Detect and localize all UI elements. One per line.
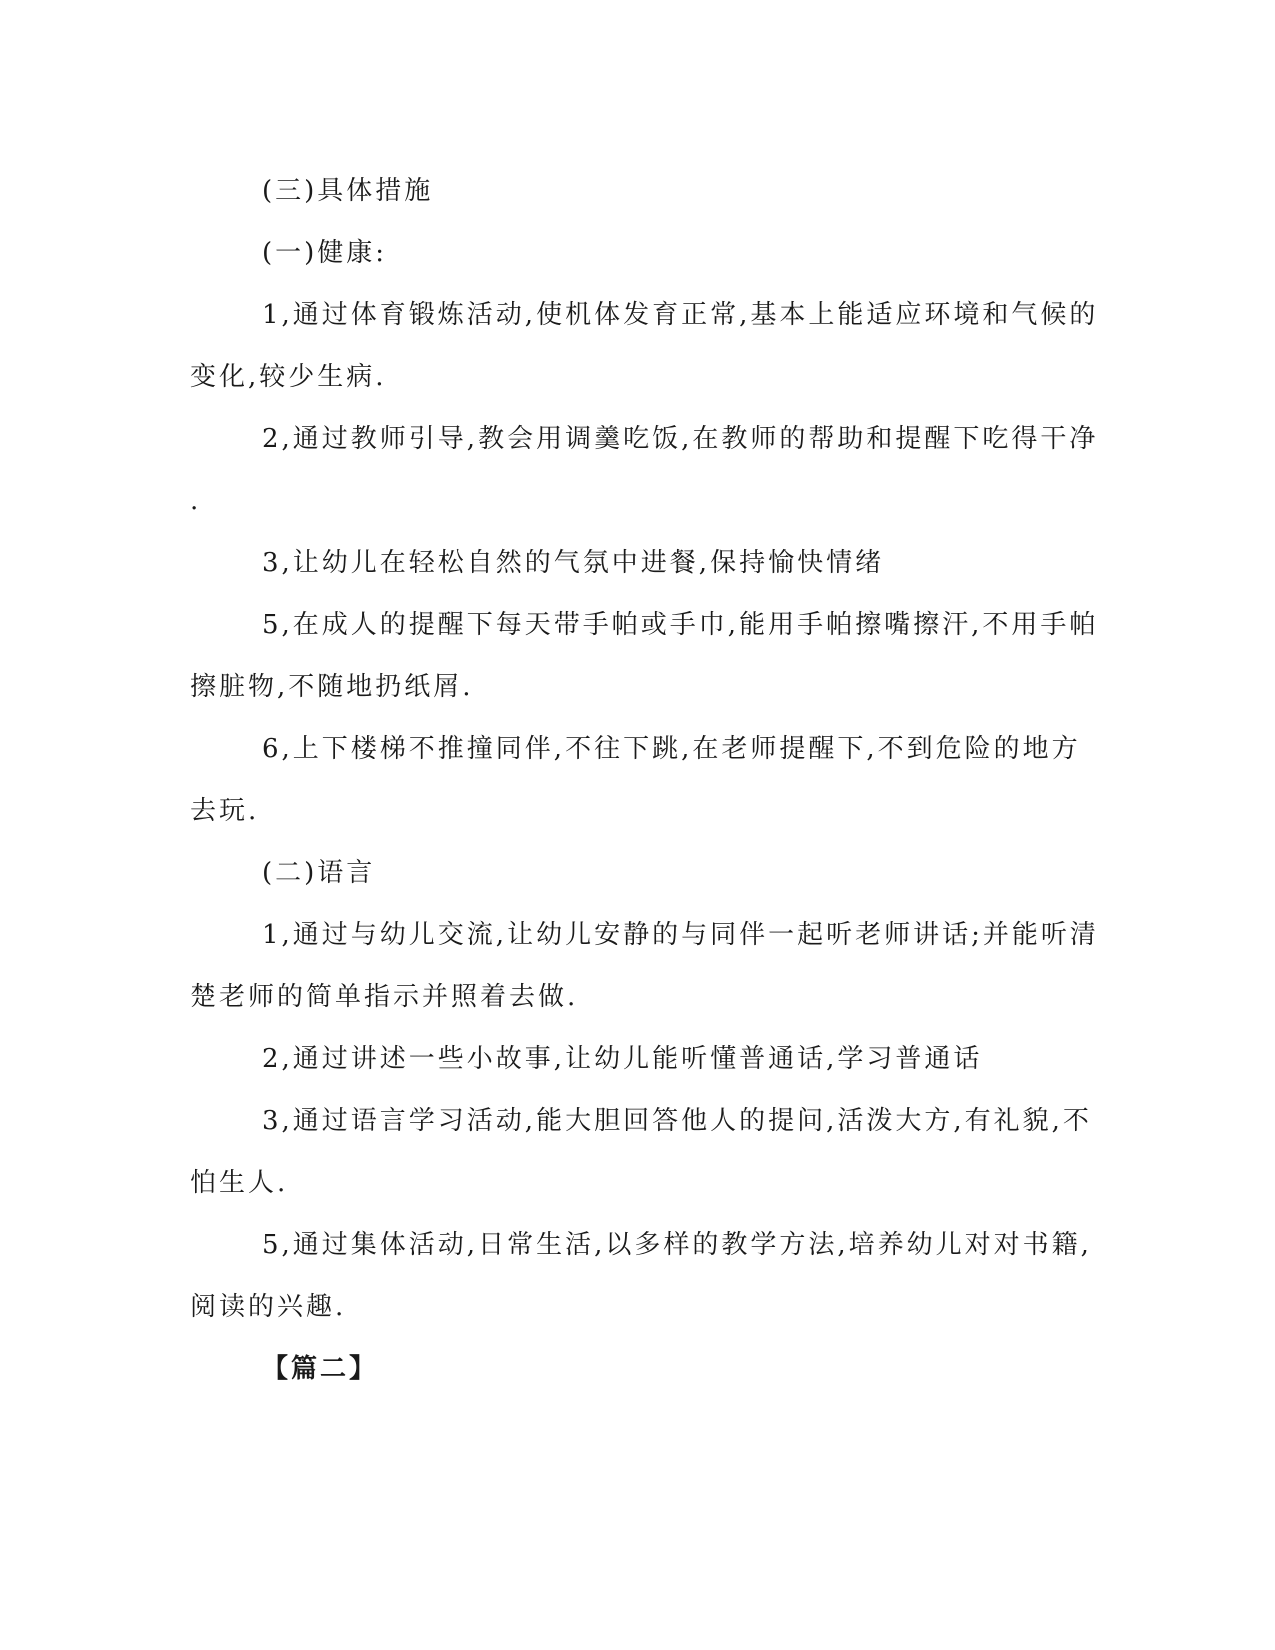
language-item-3-line-2: 怕生人.	[190, 1168, 289, 1198]
language-item-1-line-2: 楚老师的简单指示并照着去做.	[190, 982, 579, 1012]
language-item-1-line-1: 1,通过与幼儿交流,让幼儿安静的与同伴一起听老师讲话;并能听清	[262, 920, 1099, 950]
language-item-3-line-1: 3,通过语言学习活动,能大胆回答他人的提问,活泼大方,有礼貌,不	[262, 1106, 1092, 1136]
health-item-5-line-2: 擦脏物,不随地扔纸屑.	[190, 672, 474, 702]
health-item-3: 3,让幼儿在轻松自然的气氛中进餐,保持愉快情绪	[262, 548, 885, 578]
health-item-1-line-1: 1,通过体育锻炼活动,使机体发育正常,基本上能适应环境和气候的	[262, 300, 1099, 330]
section-heading-measures: (三)具体措施	[262, 176, 434, 206]
subsection-heading-language: (二)语言	[262, 858, 376, 888]
health-item-2-line-2: .	[190, 486, 202, 516]
language-item-2: 2,通过讲述一些小故事,让幼儿能听懂普通话,学习普通话	[262, 1044, 983, 1074]
language-item-5-line-1: 5,通过集体活动,日常生活,以多样的教学方法,培养幼儿对对书籍,	[262, 1230, 1092, 1260]
health-item-2-line-1: 2,通过教师引导,教会用调羹吃饭,在教师的帮助和提醒下吃得干净	[262, 424, 1099, 454]
subsection-heading-health: (一)健康:	[262, 238, 388, 268]
part-two-heading: 【篇二】	[262, 1354, 379, 1384]
health-item-5-line-1: 5,在成人的提醒下每天带手帕或手巾,能用手帕擦嘴擦汗,不用手帕	[262, 610, 1099, 640]
document-body	[190, 160, 1099, 1400]
language-item-5-line-2: 阅读的兴趣.	[190, 1292, 347, 1322]
health-item-1-line-2: 变化,较少生病.	[190, 362, 387, 392]
health-item-6-line-1: 6,上下楼梯不推撞同伴,不往下跳,在老师提醒下,不到危险的地方	[262, 734, 1081, 764]
health-item-6-line-2: 去玩.	[190, 796, 260, 826]
